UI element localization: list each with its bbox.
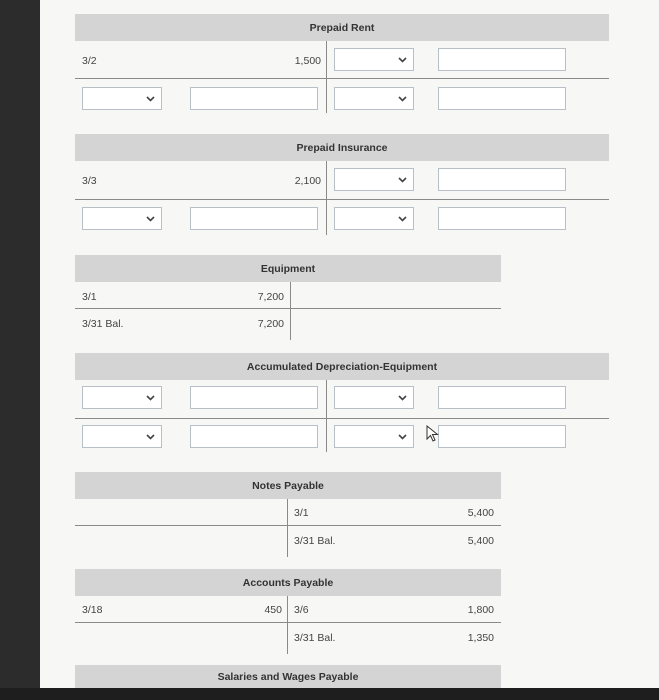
chevron-down-icon [146, 434, 155, 440]
entry-amount: 1,800 [467, 604, 494, 616]
debit-amount-input[interactable] [190, 207, 318, 230]
balance-amount: 1,350 [467, 632, 494, 644]
credit-date-dropdown[interactable] [334, 48, 414, 71]
accum-dep-header [75, 353, 609, 380]
left-dark-edge [0, 0, 40, 700]
chevron-down-icon [146, 395, 155, 401]
chevron-down-icon [398, 177, 407, 183]
debit-amount-input[interactable] [190, 425, 318, 448]
entry-amount: 7,200 [257, 291, 284, 303]
credit-amount-input[interactable] [438, 87, 566, 110]
equipment-header [75, 255, 501, 282]
entry-date: 3/2 [82, 55, 97, 67]
chevron-down-icon [398, 395, 407, 401]
entry-date: 3/1 [82, 291, 97, 303]
entry-amount: 1,500 [294, 55, 321, 67]
t-account-horizontal-line [75, 418, 609, 419]
balance-amount: 5,400 [467, 535, 494, 547]
account-title: Notes Payable [252, 479, 324, 492]
entry-date: 3/1 [294, 507, 309, 519]
chevron-down-icon [398, 57, 407, 63]
prepaid-rent-header [75, 14, 609, 41]
t-account-horizontal-line [75, 308, 501, 309]
credit-amount-input[interactable] [438, 425, 566, 448]
t-account-center-line [287, 499, 288, 557]
credit-amount-input[interactable] [438, 386, 566, 409]
accounts-payable-header [75, 569, 501, 596]
bottom-dark-edge [0, 688, 659, 700]
t-account-center-line [326, 41, 327, 113]
debit-date-dropdown[interactable] [82, 87, 162, 110]
entry-amount: 5,400 [467, 507, 494, 519]
debit-amount-input[interactable] [190, 386, 318, 409]
account-title: Accumulated Depreciation-Equipment [246, 360, 438, 373]
t-account-center-line [326, 161, 327, 235]
entry-date: 3/6 [294, 604, 309, 616]
balance-label: 3/31 Bal. [294, 632, 336, 644]
credit-amount-input[interactable] [438, 207, 566, 230]
account-title: Salaries and Wages Payable [217, 670, 359, 683]
chevron-down-icon [146, 96, 155, 102]
t-account-center-line [287, 596, 288, 654]
account-title: Prepaid Insurance [296, 141, 388, 154]
credit-date-dropdown[interactable] [334, 425, 414, 448]
account-title: Equipment [260, 262, 316, 275]
debit-amount-input[interactable] [190, 87, 318, 110]
credit-amount-input[interactable] [438, 168, 566, 191]
chevron-down-icon [398, 434, 407, 440]
salaries-payable-header [75, 665, 501, 688]
prepaid-insurance-header [75, 134, 609, 161]
entry-date: 3/3 [82, 175, 97, 187]
t-account-horizontal-line [75, 199, 609, 200]
entry-amount: 2,100 [294, 175, 321, 187]
entry-date: 3/18 [82, 604, 103, 616]
t-account-center-line [326, 380, 327, 452]
debit-date-dropdown[interactable] [82, 425, 162, 448]
chevron-down-icon [398, 216, 407, 222]
account-title: Accounts Payable [242, 576, 334, 589]
t-account-horizontal-line [75, 622, 501, 623]
chevron-down-icon [146, 216, 155, 222]
credit-date-dropdown[interactable] [334, 207, 414, 230]
balance-label: 3/31 Bal. [294, 535, 336, 547]
t-account-center-line [290, 282, 291, 340]
debit-date-dropdown[interactable] [82, 386, 162, 409]
notes-payable-header [75, 472, 501, 499]
t-accounts-page [40, 0, 659, 688]
balance-label: 3/31 Bal. [82, 318, 124, 330]
t-account-horizontal-line [75, 78, 609, 79]
debit-date-dropdown[interactable] [82, 207, 162, 230]
credit-date-dropdown[interactable] [334, 168, 414, 191]
t-account-horizontal-line [75, 525, 501, 526]
credit-amount-input[interactable] [438, 48, 566, 71]
account-title: Prepaid Rent [309, 21, 375, 34]
mouse-pointer-icon [426, 425, 440, 443]
entry-amount: 450 [264, 604, 282, 616]
credit-date-dropdown[interactable] [334, 386, 414, 409]
balance-amount: 7,200 [257, 318, 284, 330]
chevron-down-icon [398, 96, 407, 102]
credit-date-dropdown[interactable] [334, 87, 414, 110]
